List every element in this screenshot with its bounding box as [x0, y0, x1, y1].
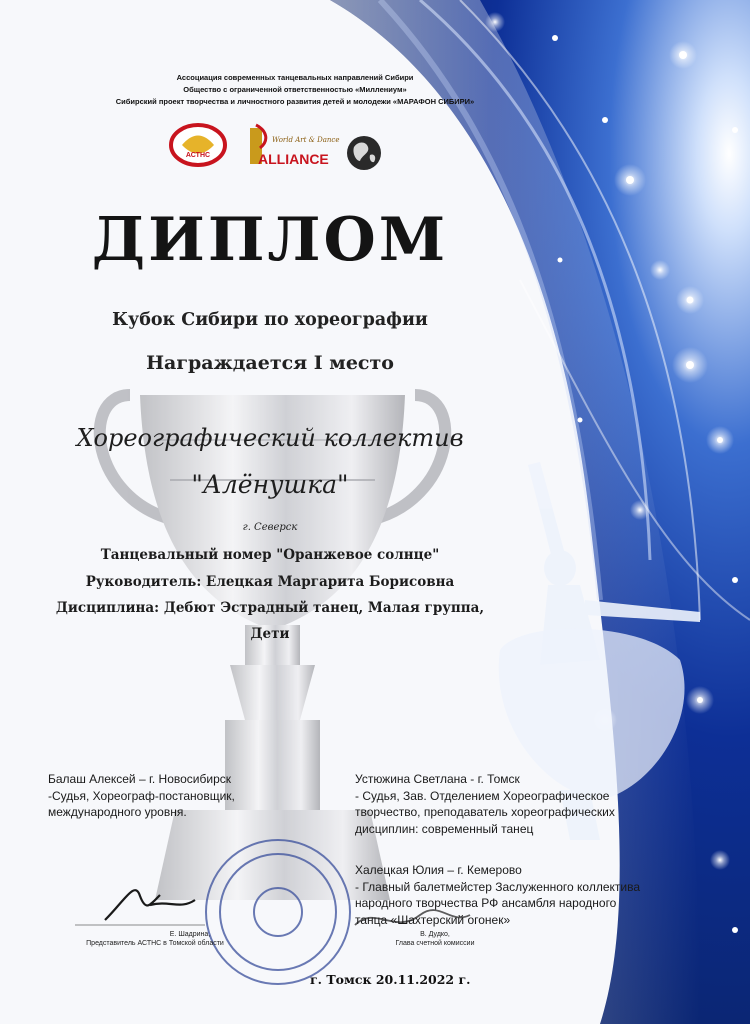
- jury-right-1-role-2: творчество, преподаватель хореографических: [355, 805, 615, 819]
- signature-right-caption: [385, 930, 485, 948]
- discipline-line-2: Дети: [250, 626, 290, 642]
- collective-name: "Алёнушка": [191, 470, 349, 499]
- jury-right-2: [355, 862, 640, 928]
- leader-name: Руководитель: Елецкая Маргарита Борисовна: [85, 574, 455, 590]
- competition-name: Кубок Сибири по хореографии: [112, 310, 428, 330]
- jury-right-1-role: - Судья, Зав. Отделением Хореографическое: [355, 788, 610, 803]
- dance-number: Танцевальный номер "Оранжевое солнце": [100, 547, 440, 563]
- award-place: Награждается I место: [146, 352, 394, 374]
- signature-left-caption: [60, 930, 250, 948]
- jury-left-level: международного уровня.: [48, 805, 187, 819]
- alliance-logo-icon: [242, 120, 340, 170]
- header-line-association: Ассоциация современных танцевальных направлений Сибири: [176, 73, 414, 82]
- astns-logo-text: АСТНС: [185, 152, 211, 159]
- signature-left-role: Представитель АСТНС в Томской области: [86, 940, 224, 947]
- jury-right-1-role-3: дисциплин: современный танец: [355, 821, 534, 836]
- diploma-title: ДИПЛОМ: [91, 205, 449, 275]
- alliance-small-text: World Art & Dance: [272, 136, 340, 144]
- jury-right-2-role-3: танца «Шахтерский огонек»: [355, 912, 511, 927]
- collective-city: г. Северск: [242, 522, 298, 533]
- jury-left: [48, 771, 235, 821]
- astns-emblem-icon: [168, 122, 228, 168]
- header-line-company: Общество с ограниченной ответственностью «Миллениум»: [183, 85, 407, 94]
- signature-right-name: В. Дудко,: [420, 931, 450, 938]
- jury-right-1-name: Устюжина Светлана - г. Томск: [355, 772, 520, 786]
- alliance-text: ALLIANCE: [258, 151, 329, 167]
- jury-right-2-role: - Главный балетмейстер Заслуженного коллектива: [355, 879, 640, 894]
- jury-left-role: -Судья, Хореограф-постановщик,: [48, 788, 235, 803]
- collective-type: Хореографический коллектив: [76, 424, 464, 452]
- header-line-project: Сибирский проект творчества и личностного развития детей и молодежи «МАРАФОН СИБИРИ»: [115, 97, 475, 106]
- globe-icon: [346, 135, 382, 171]
- place-and-date: г. Томск 20.11.2022 г.: [310, 972, 471, 987]
- jury-right-2-role-2: народного творчества РФ ансамбля народного: [355, 896, 617, 910]
- signature-right-role: Глава счетной комиссии: [395, 940, 475, 947]
- jury-left-name: Балаш Алексей – г. Новосибирск: [48, 772, 232, 786]
- jury-right-2-name: Халецкая Юлия – г. Кемерово: [355, 863, 522, 877]
- signature-left-name: Е. Шадрина,: [169, 931, 211, 938]
- jury-right-1: [355, 771, 615, 837]
- discipline-line-1: Дисциплина: Дебют Эстрадный танец, Малая группа,: [55, 600, 485, 616]
